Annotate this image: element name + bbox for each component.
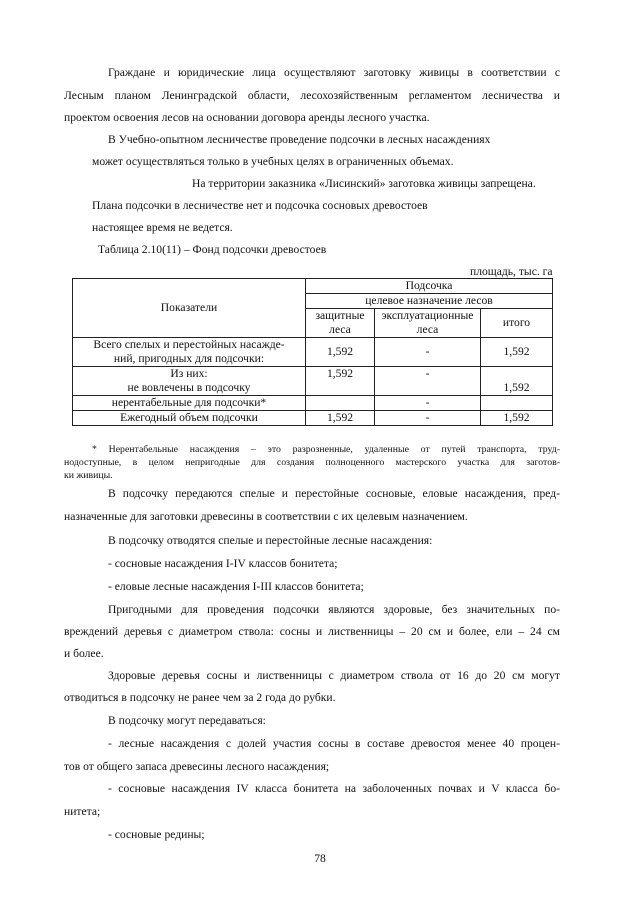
table-row — [73, 338, 553, 367]
cell-total: 1,592 — [481, 338, 553, 367]
header-purpose: целевое назначение лесов — [306, 294, 553, 309]
list-item: - сосновые редины; — [108, 828, 205, 841]
list-item: - сосновые насаждения I-IV классов бонитета; — [108, 557, 338, 570]
table-row — [73, 367, 553, 396]
list-item: - лесные насаждения с долей участия сосны в составе древостоя менее 40 процен- — [108, 737, 560, 750]
paragraph-line: и более. — [64, 647, 104, 660]
header-tapping: Подсочка — [306, 279, 553, 294]
table-header-row — [73, 279, 553, 294]
row-label: нерентабельные для подсочки* — [73, 396, 306, 411]
paragraph-line: В подсочку отводятся спелые и перестойные лесные насаждения: — [108, 534, 433, 547]
cell-total: 1,592 — [481, 367, 553, 396]
table-row — [73, 411, 553, 426]
cell-exploitation: - — [375, 396, 481, 411]
paragraph-line: Плана подсочки в лесничестве нет и подсочка сосновых древостоев — [92, 199, 428, 212]
paragraph-line: может осуществляться только в учебных целях в ограниченных объемах. — [92, 155, 454, 168]
table-unit: площадь, тыс. га — [470, 265, 553, 278]
cell-protective: 1,592 — [306, 367, 375, 396]
cell-exploitation: - — [375, 367, 481, 396]
paragraph-line: назначенные для заготовки древесины в соответствии с их целевым назначением. — [64, 510, 468, 523]
row-label: Ежегодный объем подсочки — [73, 411, 306, 426]
paragraph-line: Лесным планом Ленинградской области, лесохозяйственным регламентом лесничества и — [64, 89, 560, 102]
header-indicators: Показатели — [73, 279, 306, 338]
tapping-fund-table — [72, 278, 553, 426]
cell-exploitation: - — [375, 338, 481, 367]
paragraph-line: В подсочку передаются спелые и перестойные сосновые, еловые насаждения, пред- — [108, 487, 560, 500]
header-protective: защитные леса — [306, 309, 375, 338]
row-label: Всего спелых и перестойных насажде- ний, пригодных для подсочки: — [73, 338, 306, 367]
paragraph-line: вреждений деревья с диаметром ствола: сосны и лиственницы – 20 см и более, ели – 24 см — [64, 625, 560, 638]
row-label: Из них: не вовлечены в подсочку — [73, 367, 306, 396]
paragraph-line: проектом освоения лесов на основании договора аренды лесного участка. — [64, 111, 430, 124]
paragraph-line: Пригодными для проведения подсочки являются здоровые, без значительных по- — [108, 603, 560, 616]
paragraph-line: В Учебно-опытном лесничестве проведение подсочки в лесных насаждениях — [108, 133, 491, 146]
cell-protective: 1,592 — [306, 338, 375, 367]
header-total: итого — [481, 309, 553, 338]
list-item: - сосновые насаждения IV класса бонитета на заболоченных почвах и V класса бо- — [108, 782, 560, 795]
paragraph-line: Здоровые деревья сосны и лиственницы с диаметром ствола от 16 до 20 см могут — [108, 669, 560, 682]
cell-total: 1,592 — [481, 411, 553, 426]
list-item: - еловые лесные насаждения I-III классов бонитета; — [108, 580, 364, 593]
footnote-line: нодоступные, в целом непригодные для создания полноценного мастерского участка для заготов- — [64, 457, 560, 468]
paragraph-line: Граждане и юридические лица осуществляют заготовку живицы в соответствии с — [108, 66, 560, 79]
footnote-line: * Нерентабельные насаждения – это разрозненные, удаленные от путей транспорта, труд- — [92, 444, 560, 455]
list-item: нитета; — [64, 805, 101, 818]
table-row — [73, 396, 553, 411]
page-number: 78 — [314, 852, 326, 865]
paragraph-line: В подсочку могут передаваться: — [108, 714, 266, 727]
list-item: тов от общего запаса древесины лесного насаждения; — [64, 760, 330, 773]
header-exploitation: эксплуатационные леса — [375, 309, 481, 338]
paragraph-line: На территории заказника «Лисинский» заготовка живицы запрещена. — [192, 177, 536, 190]
footnote-line: ки живицы. — [64, 470, 113, 481]
cell-total — [481, 396, 553, 411]
paragraph-line: отводиться в подсочку не ранее чем за 2 года до рубки. — [64, 691, 336, 704]
cell-exploitation: - — [375, 411, 481, 426]
cell-protective: 1,592 — [306, 411, 375, 426]
cell-protective — [306, 396, 375, 411]
table-caption: Таблица 2.10(11) – Фонд подсочки древостоев — [98, 243, 327, 256]
paragraph-line: настоящее время не ведется. — [92, 221, 233, 234]
